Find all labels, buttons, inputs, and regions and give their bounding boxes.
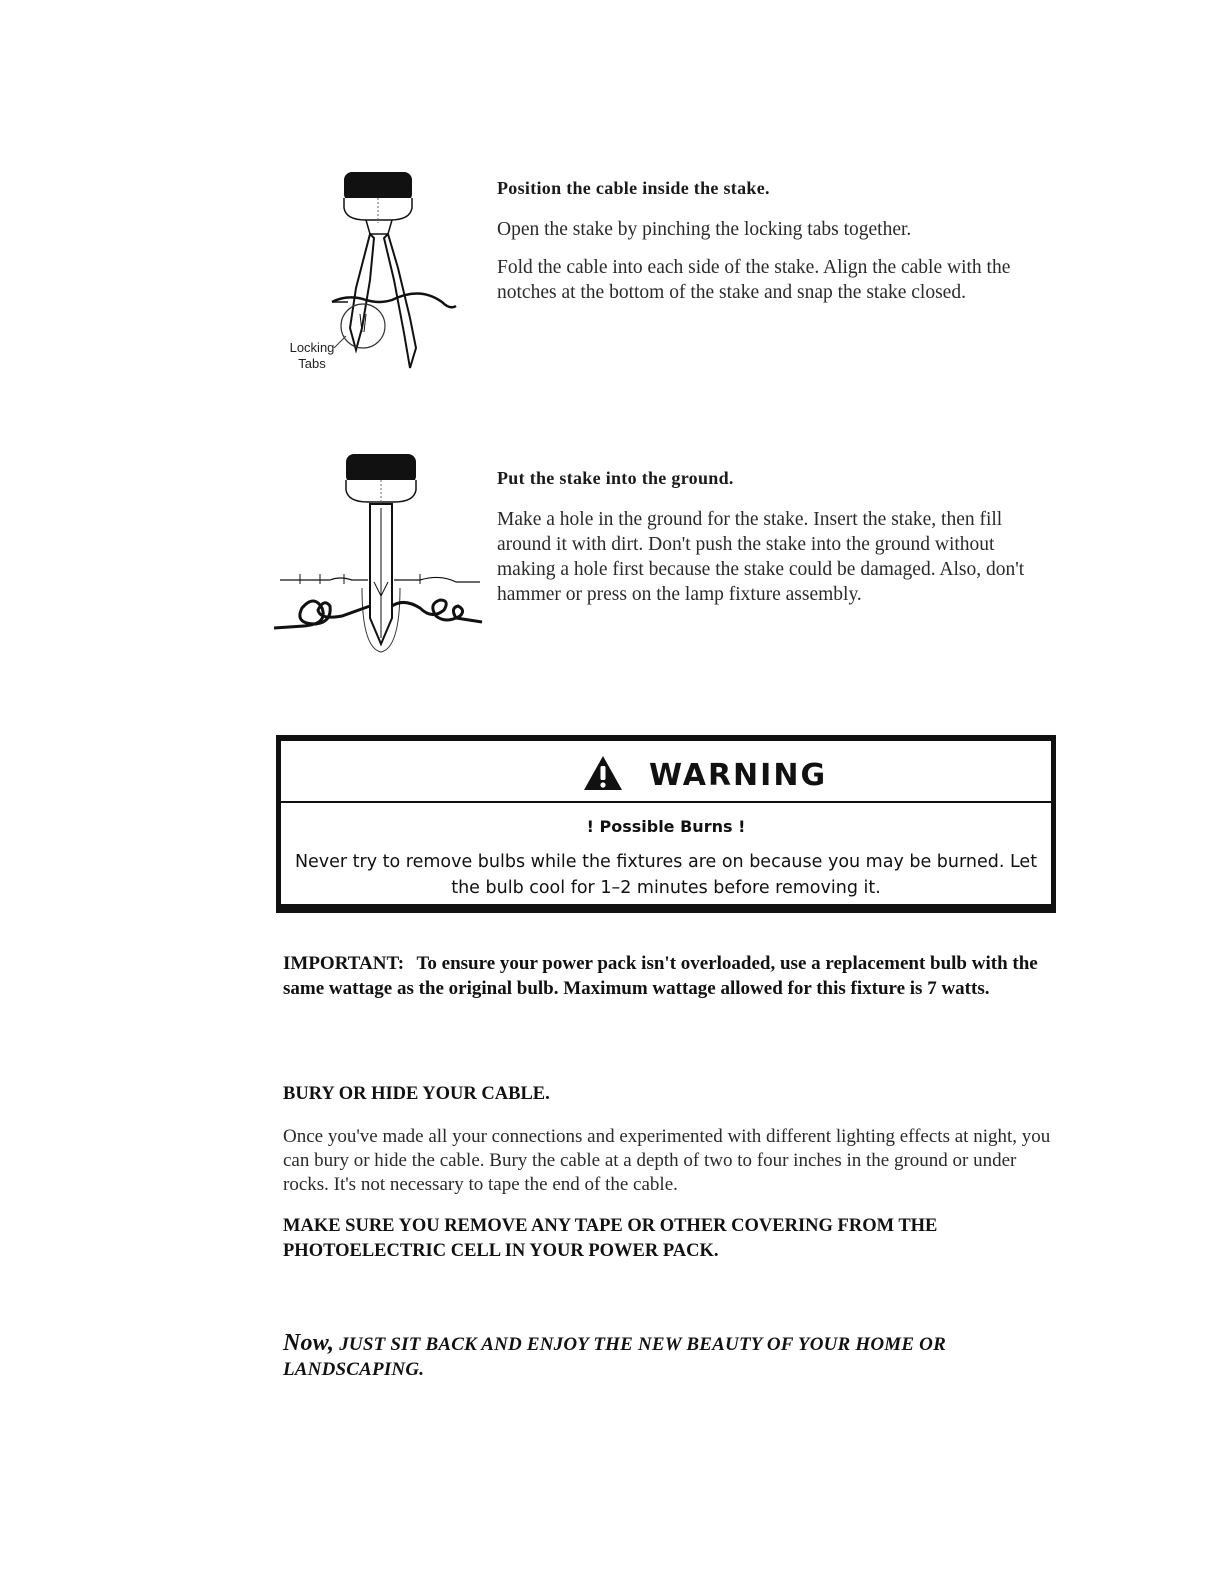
warning-title: WARNING (649, 758, 828, 793)
bury-heading: BURY OR HIDE YOUR CABLE. (283, 1084, 550, 1104)
locking-tabs-label-line1: Locking (289, 340, 335, 355)
closing-rest: JUST SIT BACK AND ENJOY THE NEW BEAUTY OF YOUR HOME OR LANDSCAPING. (283, 1334, 946, 1380)
warning-body: Never try to remove bulbs while the fixtures are on because you may be burned. Let the bulb cool for 1–2 minutes before removing it. (294, 852, 1038, 898)
locking-tabs-label (282, 340, 342, 372)
important-note (283, 951, 1063, 1001)
step-position-para2: Fold the cable into each side of the stake. Align the cable with the notches at the bottom of the stake and snap the stake closed. (497, 257, 1011, 303)
step-ground-text: Make a hole in the ground for the stake. Insert the stake, then fill around it with dirt. Don't push the stake into the ground without making a hole first because the stake could be damaged. Also, don't hammer or press on the lamp fixture assembly. (497, 509, 1025, 605)
step-position-para1: Open the stake by pinching the locking tabs together. (497, 219, 912, 240)
warning-subtitle: ! Possible Burns ! (586, 817, 746, 836)
warning-header (281, 741, 1051, 803)
warning-box (276, 735, 1056, 913)
warning-triangle-icon (583, 755, 623, 791)
stake-ground-figure (270, 448, 485, 658)
important-text: To ensure your power pack isn't overloaded, use a replacement bulb with the same wattage as the original bulb. Maximum wattage allowed for this fixture is 7 watts. (283, 953, 1038, 999)
step-position-text (497, 217, 1067, 318)
photoelectric-notice: MAKE SURE YOU REMOVE ANY TAPE OR OTHER COVERING FROM THE PHOTOELECTRIC CELL IN YOUR POWER PACK. (283, 1216, 938, 1261)
important-label: IMPORTANT: (283, 953, 405, 974)
closing-line (283, 1331, 1063, 1382)
closing-lead: Now, (283, 1330, 335, 1356)
bury-text: Once you've made all your connections and experimented with different lighting effects at night, you can bury or hide the cable. Bury the cable at a depth of two to four inches in the ground or under rocks. It's not necessary to tape the end of the cable. (283, 1126, 1051, 1195)
locking-tabs-label-line2: Tabs (298, 356, 326, 371)
step-ground-heading: Put the stake into the ground. (497, 468, 734, 488)
step-position-heading: Position the cable inside the stake. (497, 178, 770, 198)
